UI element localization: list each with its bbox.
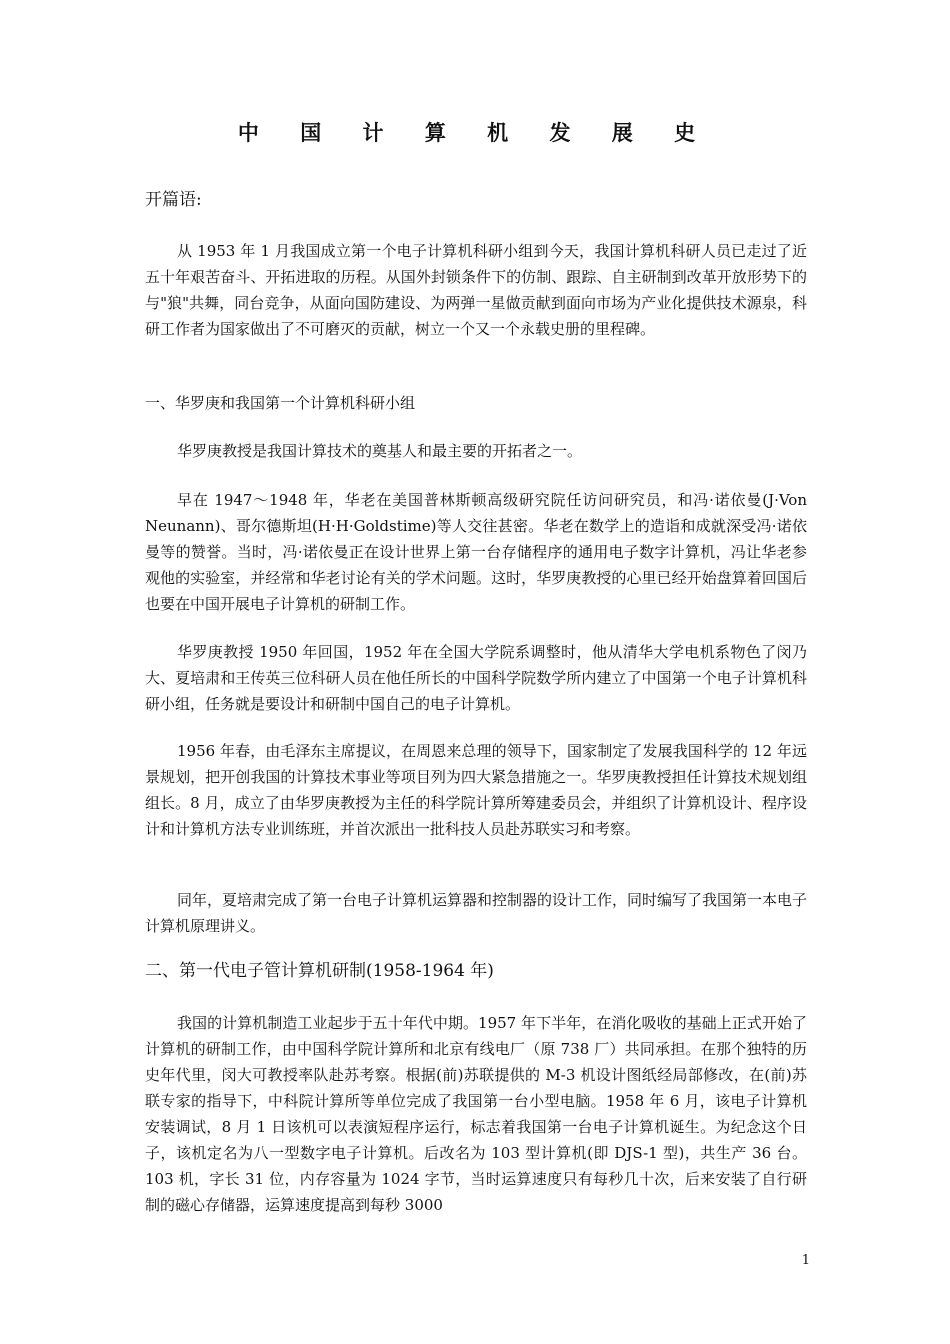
section1-paragraph-5: 同年，夏培肃完成了第一台电子计算机运算器和控制器的设计工作，同时编写了我国第一本电子计算机原理讲义。 (145, 891, 808, 935)
section1-paragraph-3: 华罗庚教授 1950 年回国，1952 年在全国大学院系调整时，他从清华大学电机系物色了闵乃大、夏培肃和王传英三位科研人员在他任所长的中国科学院数学所内建立了中国第一个电子计算机科研小组，任务就是要设计和研制中国自己的电子计算机。 (145, 643, 807, 713)
section1-paragraph-4: 1956 年春，由毛泽东主席提议，在周恩来总理的领导下，国家制定了发展我国科学的 12 年远景规划，把开创我国的计算技术事业等项目列为四大紧急措施之一。华罗庚教授担任计算技术规划组组长。8 月，成立了由华罗庚教授为主任的科学院计算所筹建委员会，并组织了计算机设计、程序设计和计算机方法专业训练班，并首次派出一批科技人员赴苏联实习和考察。 (145, 742, 807, 838)
page-number: 1 (801, 1253, 810, 1268)
section1-paragraph-1: 华罗庚教授是我国计算技术的奠基人和最主要的开拓者之一。 (177, 442, 583, 460)
section-heading-2: 二、第一代电子管计算机研制(1958-1964 年) (145, 961, 494, 981)
section-heading-1: 一、华罗庚和我国第一个计算机科研小组 (145, 394, 416, 412)
section2-paragraph-1: 我国的计算机制造工业起步于五十年代中期。1957 年下半年，在消化吸收的基础上正式开始了计算机的研制工作，由中国科学院计算所和北京有线电厂（原 738 厂）共同承担。在那个独特的历史年代里，闵大可教授率队赴苏考察。根据(前)苏联提供的 M-3 机设计图纸经局部修改，在(前)苏联专家的指导下，中科院计算所等单位完成了我国第一台小型电脑。1958 年 6 月，该电子计算机安装调试，8 月 1 日该机可以表演短程序运行，标志着我国第一台电子计算机诞生。为纪念这个日子，该机定名为八一型数字电子计算机。后改名为 103 型计算机(即 DJS-1 型)，共生产 36 台。103 机，字长 31 位，内存容量为 1024 字节，当时运算速度只有每秒几十次，后来安装了自行研制的磁心存储器，运算速度提高到每秒 3000 (145, 1014, 807, 1214)
opening-label: 开篇语: (145, 190, 202, 210)
opening-paragraph: 从 1953 年 1 月我国成立第一个电子计算机科研小组到今天，我国计算机科研人员已走过了近五十年艰苦奋斗、开拓进取的历程。从国外封锁条件下的仿制、跟踪、自主研制到改革开放形势下的与"狼"共舞，同台竞争，从面向国防建设、为两弹一星做贡献到面向市场为产业化提供技术源泉，科研工作者为国家做出了不可磨灭的贡献，树立一个又一个永载史册的里程碑。 (145, 242, 807, 338)
document-title: 中 国 计 算 机 发 展 史 (237, 120, 713, 145)
section1-paragraph-2: 早在 1947～1948 年，华老在美国普林斯顿高级研究院任访问研究员，和冯·诺依曼(J·Von Neunann)、哥尔德斯坦(H·H·Goldstime)等人交往甚密。华老在数学上的造诣和成就深受冯·诺依曼等的赞誉。当时，冯·诺依曼正在设计世界上第一台存储程序的通用电子数字计算机，冯让华老参观他的实验室，并经常和华老讨论有关的学术问题。这时，华罗庚教授的心里已经开始盘算着回国后也要在中国开展电子计算机的研制工作。 (145, 491, 807, 613)
